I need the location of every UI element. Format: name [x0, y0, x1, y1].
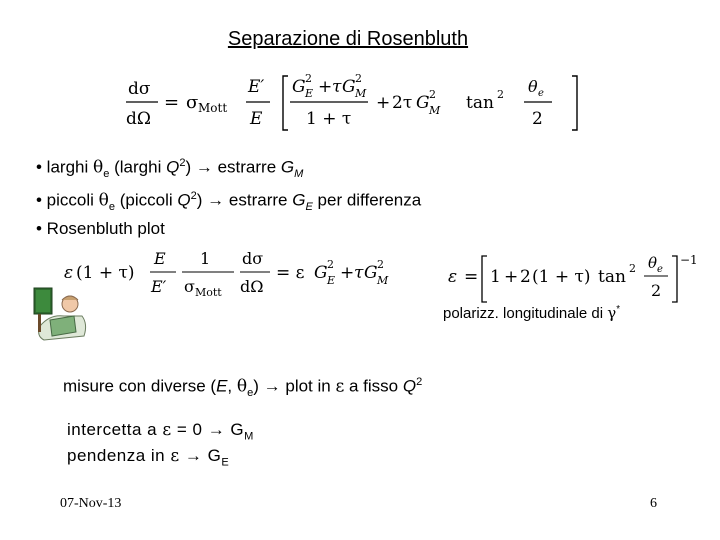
formula-two-den: 2: [651, 281, 662, 300]
formula-gm2-sub: M: [429, 104, 441, 117]
formula-tan: tan: [466, 93, 494, 113]
formula-eprime: E′: [151, 277, 167, 296]
bullet-item: • larghi $\theta_e$ (larghi $Q^2$) → estrarre $G_M$: [36, 157, 304, 181]
formula-twotau: 2τ: [392, 93, 413, 113]
measurement-text: misure con diverse (E, $\theta_e$) → plot in ε a fisso $Q^2$: [63, 376, 423, 400]
formula-sigma: σ: [184, 277, 195, 296]
formula-gm2-sup: 2: [429, 88, 436, 101]
formula-theta: θ: [648, 254, 658, 272]
formula-dsigma: dσ: [128, 79, 151, 99]
slide-title: Separazione di Rosenbluth: [227, 28, 469, 50]
reduced-cross-section-formula: [58, 246, 408, 302]
formula-domega: dΩ: [240, 277, 264, 296]
formula-theta-sub: e: [657, 264, 663, 275]
formula-tan-sup: 2: [497, 88, 504, 101]
formula-gm2: G: [416, 93, 430, 113]
formula-tan-sup: 2: [629, 262, 636, 275]
formula-ge: G: [314, 263, 328, 283]
slope-text: pendenza in $\varepsilon \to G_E$: [67, 446, 230, 469]
page-number: 6: [650, 496, 657, 511]
formula-mott: Mott: [195, 286, 222, 299]
formula-mott: Mott: [198, 101, 228, 115]
formula-one-tau: (1 + τ): [532, 267, 591, 287]
formula-gm-sub: M: [355, 87, 367, 100]
formula-gm-sup: 2: [377, 258, 384, 271]
bullet-item: • Rosenbluth plot: [36, 219, 165, 239]
formula-one: 1: [200, 249, 211, 268]
formula-plus: +: [340, 263, 355, 283]
formula-gm-sup: 2: [355, 72, 362, 85]
formula-sigma: σ: [186, 92, 199, 113]
formula-theta-sub: e: [538, 88, 544, 99]
formula-ge-sub: E: [305, 87, 314, 100]
formula-tau: τ: [354, 263, 364, 283]
formula-e: E: [250, 109, 263, 129]
formula-two: 2: [520, 267, 531, 287]
formula-ge-sup: 2: [327, 258, 334, 271]
formula-eps: ε: [64, 263, 74, 283]
formula-plus: +: [318, 77, 333, 97]
presenter-clipart: [30, 286, 92, 344]
formula-one: 1: [490, 267, 501, 287]
formula-exponent: −1: [680, 253, 698, 267]
bullet-list: [36, 152, 421, 240]
polarization-label: polarizz. longitudinale di γ*: [443, 304, 621, 322]
formula-dsigma: dσ: [242, 249, 264, 268]
formula-plus: +: [504, 267, 519, 287]
formula-gm-sub: M: [377, 274, 389, 287]
formula-e: E: [154, 249, 166, 268]
formula-eq: =: [164, 92, 180, 113]
formula-gm: G: [364, 263, 378, 283]
formula-plus2: +: [376, 93, 391, 113]
bullet-item: • piccoli $\theta_e$ (piccoli $Q^2$) → estrarre $G_E$ per differenza: [36, 190, 422, 214]
formula-two: 2: [532, 109, 543, 129]
formula-ge: G: [292, 77, 306, 97]
formula-ge-sup: 2: [305, 72, 312, 85]
formula-gm: G: [342, 77, 356, 97]
formula-theta: θ: [528, 77, 538, 96]
formula-domega: dΩ: [126, 109, 151, 129]
formula-one-tau: 1 + τ: [306, 109, 352, 129]
formula-tan: tan: [598, 267, 626, 287]
epsilon-formula: [444, 250, 704, 306]
formula-ge-sub: E: [327, 274, 336, 287]
formula-eprime: E′: [248, 77, 265, 97]
formula-eq-eps: = ε: [276, 263, 305, 283]
slide-date: 07-Nov-13: [60, 496, 122, 511]
formula-tau: τ: [332, 77, 342, 97]
rosenbluth-formula: [120, 68, 590, 138]
formula-eps: ε: [448, 267, 458, 287]
formula-one-tau: (1 + τ): [76, 263, 135, 283]
intercept-text: intercetta a $\varepsilon = 0 \to G_M$: [67, 420, 254, 443]
formula-eq: =: [464, 267, 479, 287]
